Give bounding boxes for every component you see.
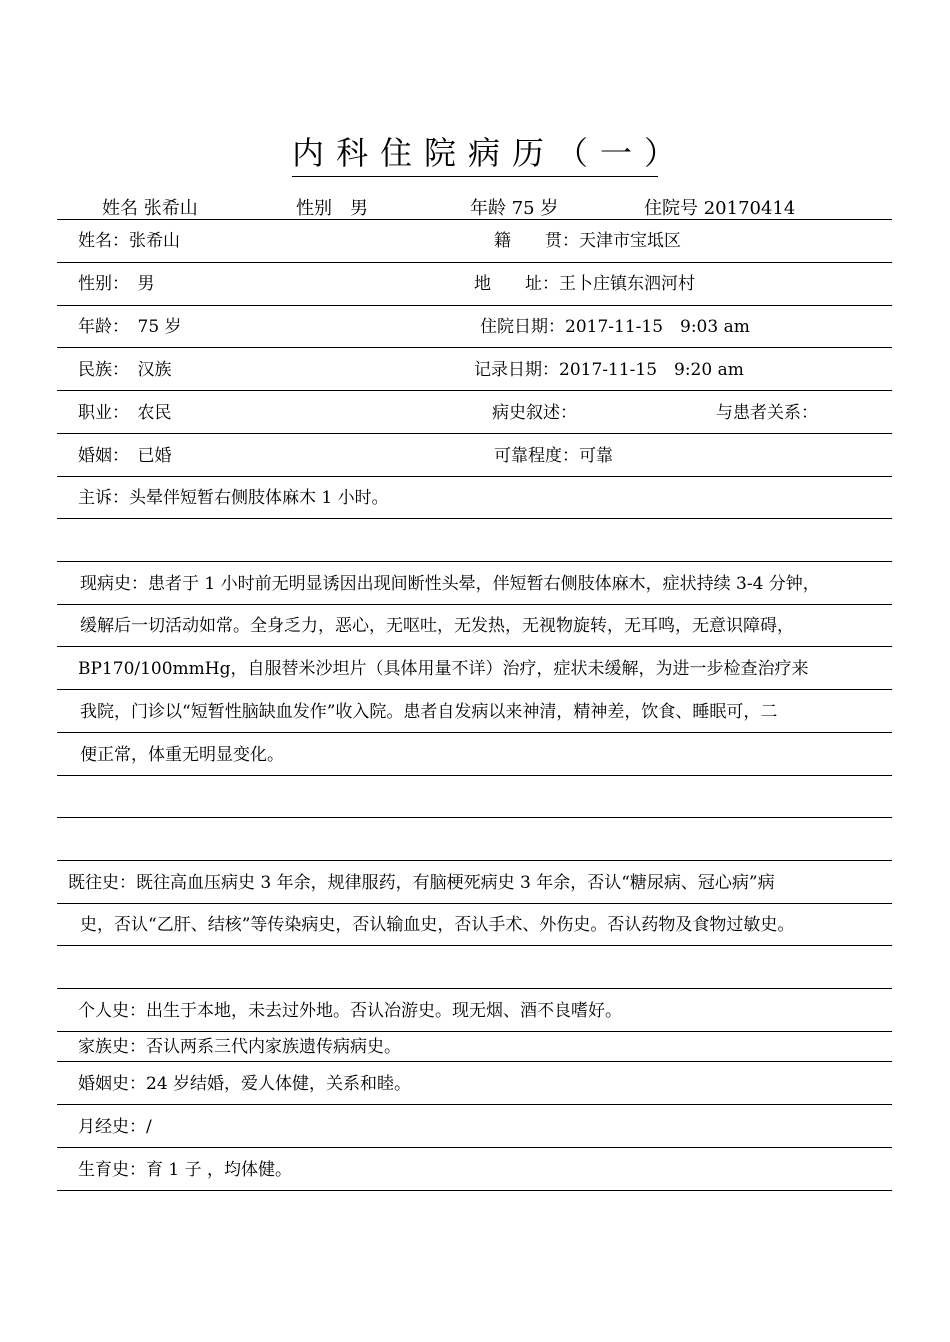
- present-illness-line: 便正常，体重无明显变化。: [80, 745, 284, 765]
- family-history: 家族史：否认两系三代内家族遗传病病史。: [78, 1037, 401, 1057]
- info-ethnicity: 民族： 汉族: [78, 360, 172, 380]
- page-title: 内科住院病历（一）: [292, 134, 689, 172]
- divider: [57, 518, 892, 519]
- info-marriage: 婚姻： 已婚: [78, 446, 172, 466]
- divider: [57, 476, 892, 477]
- divider: [57, 219, 892, 220]
- header-admission-no: 住院号 20170414: [644, 198, 796, 219]
- marital-history: 婚姻史：24 岁结婚，爱人体健，关系和睦。: [78, 1074, 412, 1094]
- divider: [57, 262, 892, 263]
- divider: [57, 347, 892, 348]
- divider: [57, 433, 892, 434]
- info-age: 年龄： 75 岁: [78, 317, 182, 337]
- divider: [57, 1104, 892, 1105]
- divider: [57, 732, 892, 733]
- menstrual-history: 月经史：/: [78, 1117, 152, 1137]
- divider: [57, 305, 892, 306]
- divider: [57, 1190, 892, 1191]
- past-history-line: 既往史：既往高血压病史 3 年余，规律服药，有脑梗死病史 3 年余，否认“糖尿病、冠心病”病: [68, 873, 775, 893]
- divider: [57, 1031, 892, 1032]
- present-illness-line: 现病史：患者于 1 小时前无明显诱因出现间断性头晕，伴短暂右侧肢体麻木，症状持续 3-4 分钟，: [80, 574, 820, 594]
- info-occupation: 职业： 农民: [78, 403, 172, 423]
- divider: [57, 945, 892, 946]
- present-illness-line: 我院，门诊以“短暂性脑缺血发作”收入院。患者自发病以来神清，精神差，饮食、睡眠可，二: [80, 702, 778, 722]
- divider: [57, 689, 892, 690]
- divider: [57, 1147, 892, 1148]
- divider: [57, 988, 892, 989]
- info-sex: 性别： 男: [78, 274, 155, 294]
- divider: [57, 1061, 892, 1062]
- info-record-date: 记录日期：2017-11-15 9:20 am: [474, 360, 744, 380]
- past-history-line: 史，否认“乙肝、结核”等传染病史，否认输血史，否认手术、外伤史。否认药物及食物过敏史。: [80, 915, 795, 935]
- info-history-narrator: 病史叙述：: [492, 403, 577, 423]
- title-underline: [292, 176, 658, 177]
- divider: [57, 390, 892, 391]
- present-illness-line: 缓解后一切活动如常。全身乏力，恶心，无呕吐，无发热，无视物旋转，无耳鸣，无意识障碍，: [80, 616, 794, 636]
- reproductive-history: 生育史：育 1 子 ，均体健。: [78, 1160, 293, 1180]
- divider: [57, 903, 892, 904]
- header-name: 姓名 张希山: [102, 198, 198, 219]
- divider: [57, 561, 892, 562]
- info-address: 地 址：王卜庄镇东泗河村: [474, 274, 695, 294]
- divider: [57, 860, 892, 861]
- chief-complaint: 主诉：头晕伴短暂右侧肢体麻木 1 小时。: [78, 488, 389, 508]
- info-native: 籍 贯：天津市宝坻区: [494, 231, 681, 251]
- info-reliability: 可靠程度：可靠: [494, 446, 613, 466]
- present-illness-line: BP170/100mmHg，自服替米沙坦片（具体用量不详）治疗，症状未缓解，为进一步检查治疗来: [78, 659, 809, 679]
- info-admit-date: 住院日期：2017-11-15 9:03 am: [480, 317, 750, 337]
- info-relation: 与患者关系：: [716, 403, 818, 423]
- divider: [57, 604, 892, 605]
- divider: [57, 646, 892, 647]
- header-age: 年龄 75 岁: [470, 198, 559, 219]
- divider: [57, 817, 892, 818]
- personal-history: 个人史：出生于本地，未去过外地。否认冶游史。现无烟、酒不良嗜好。: [78, 1001, 622, 1021]
- header-sex: 性别 男: [296, 198, 368, 219]
- divider: [57, 775, 892, 776]
- info-name: 姓名：张希山: [78, 231, 180, 251]
